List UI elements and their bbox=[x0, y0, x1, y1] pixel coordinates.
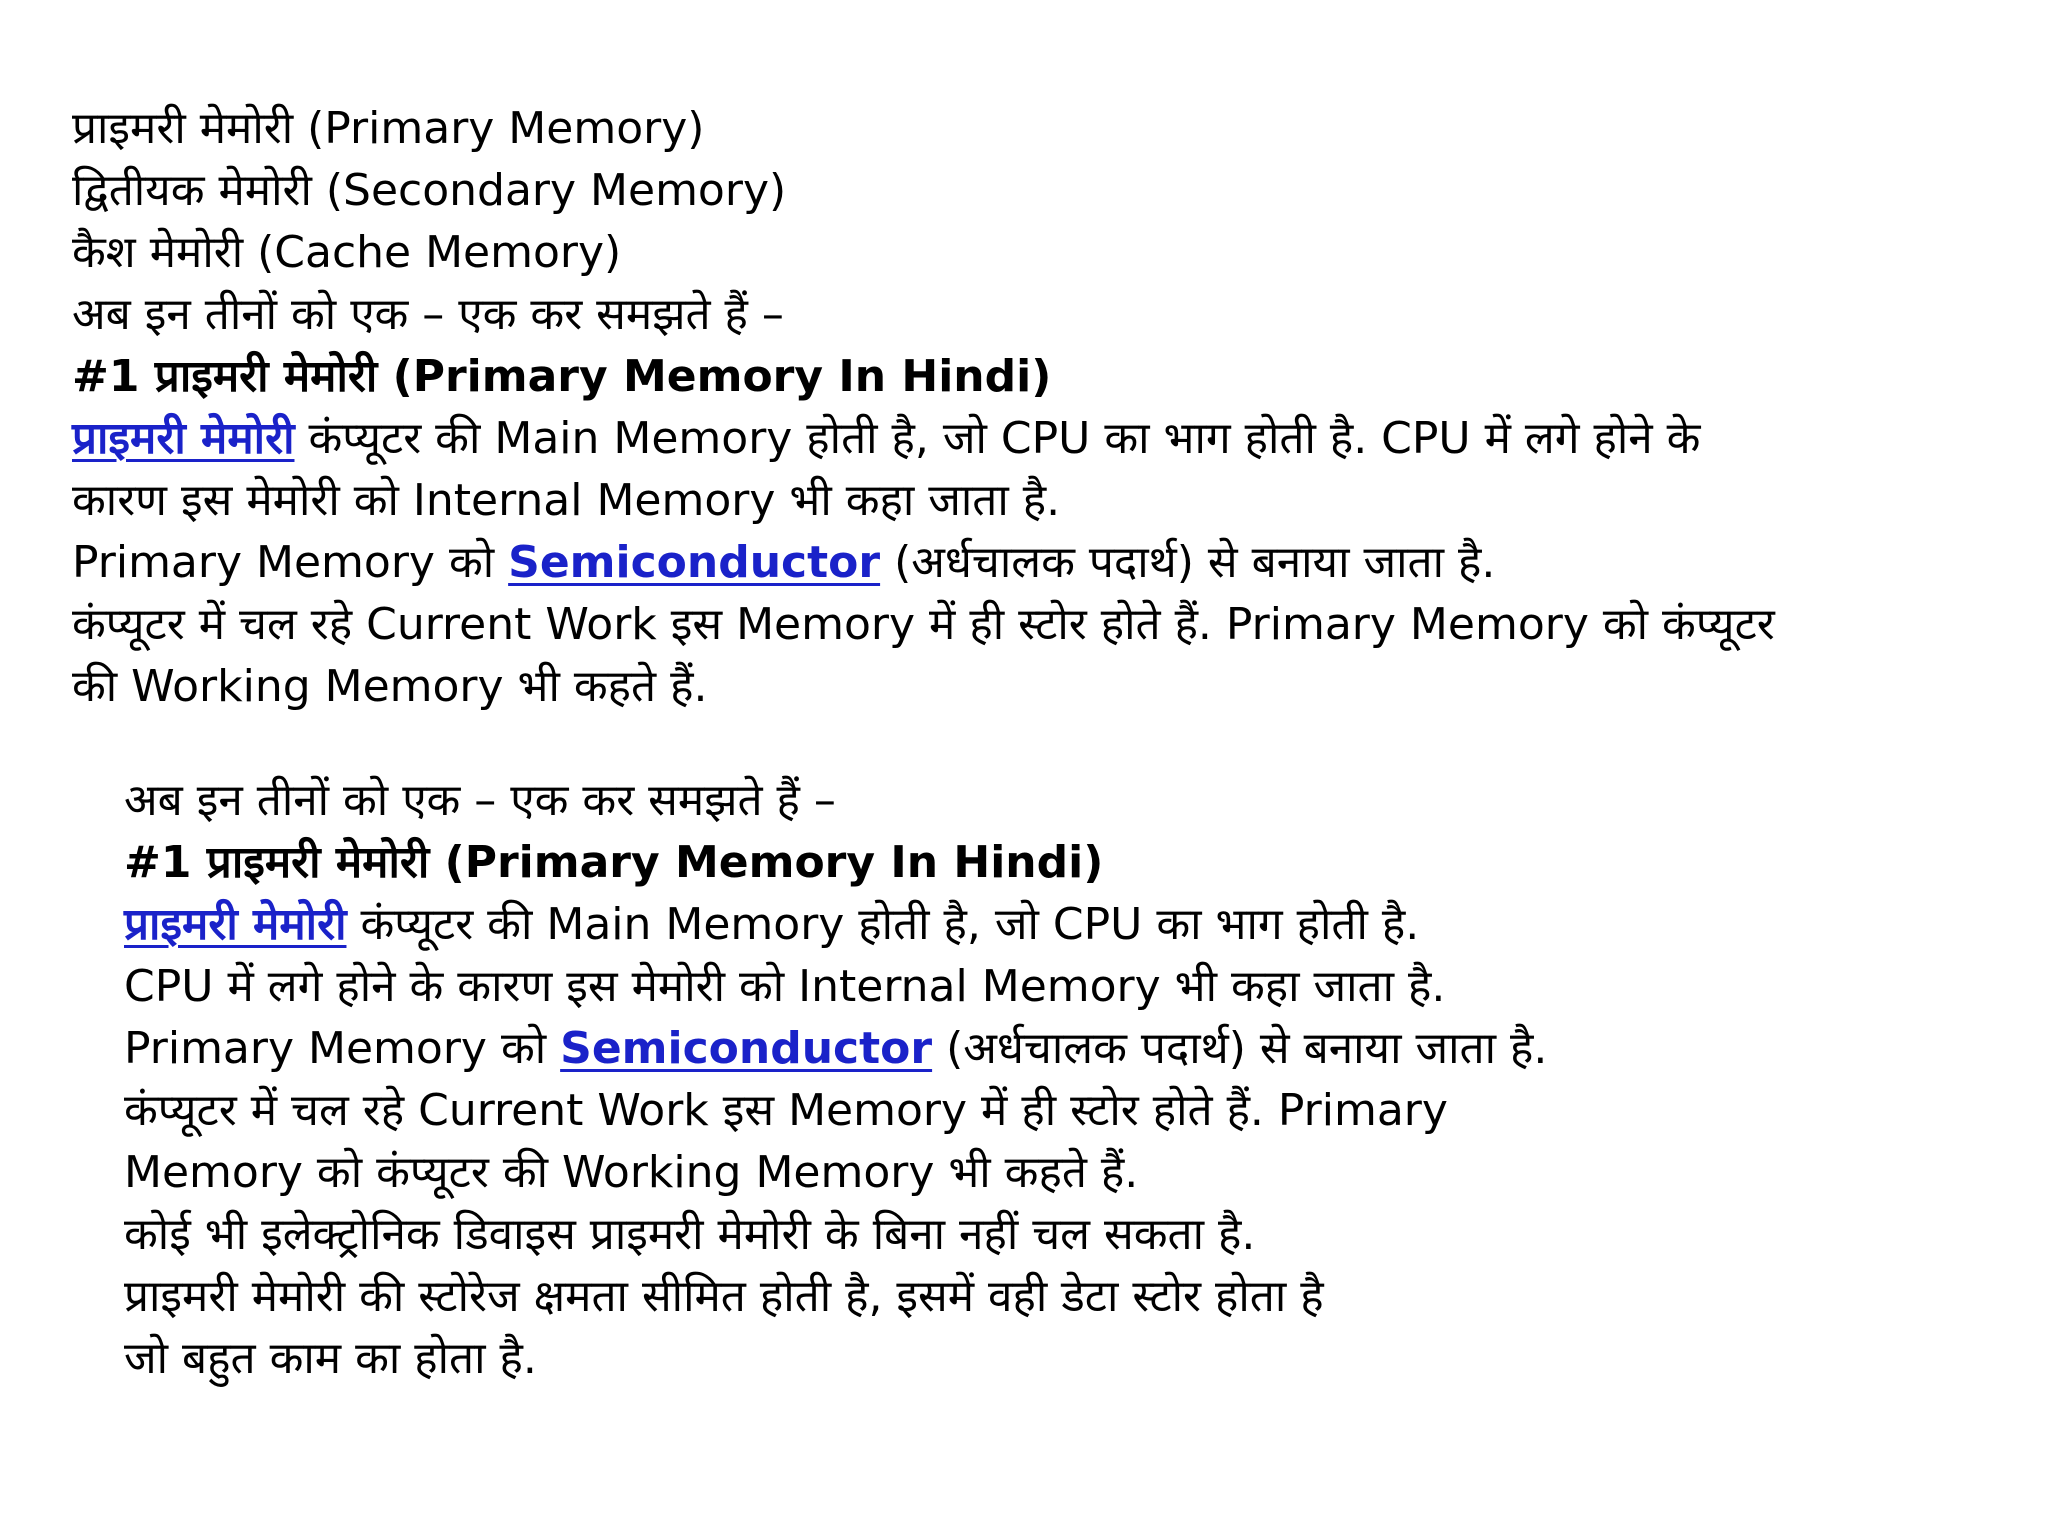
primary-memory-link[interactable]: प्राइमरी मेमोरी bbox=[72, 413, 295, 464]
semiconductor-link[interactable]: Semiconductor bbox=[560, 1023, 933, 1074]
intro-line: अब इन तीनों को एक – एक कर समझते हैं – bbox=[72, 289, 784, 340]
paragraph-main-memory-line-2: कारण इस मेमोरी को Internal Memory भी कहा जाता है. bbox=[72, 475, 1061, 526]
paragraph-working-memory-line-2: की Working Memory भी कहते हैं. bbox=[72, 661, 708, 712]
semiconductor-text-after: (अर्धचालक पदार्थ) से बनाया जाता है. bbox=[932, 1023, 1548, 1074]
paragraph-semiconductor bbox=[72, 532, 1775, 594]
paragraph-storage-capacity-line-1: प्राइमरी मेमोरी की स्टोरेज क्षमता सीमित होती है, इसमें वही डेटा स्टोर होता है bbox=[124, 1271, 1324, 1322]
paragraph-storage-capacity-line-2: जो बहुत काम का होता है. bbox=[124, 1333, 537, 1384]
text-block-first bbox=[72, 98, 1775, 718]
paragraph-working-memory-line-1: कंप्यूटर में चल रहे Current Work इस Memory में ही स्टोर होते हैं. Primary Memory को कंप्यूटर bbox=[72, 599, 1775, 650]
section-heading: #1 प्राइमरी मेमोरी (Primary Memory In Hindi) bbox=[124, 837, 1104, 888]
semiconductor-text-after: (अर्धचालक पदार्थ) से बनाया जाता है. bbox=[880, 537, 1496, 588]
memory-type-primary: प्राइमरी मेमोरी (Primary Memory) bbox=[72, 103, 705, 154]
paragraph-main-memory-line-2: CPU में लगे होने के कारण इस मेमोरी को Internal Memory भी कहा जाता है. bbox=[124, 961, 1446, 1012]
paragraph-working-memory-line-1: कंप्यूटर में चल रहे Current Work इस Memory में ही स्टोर होते हैं. Primary bbox=[124, 1085, 1448, 1136]
paragraph-main-memory-text: कंप्यूटर की Main Memory होती है, जो CPU का भाग होती है. CPU में लगे होने के bbox=[294, 413, 1701, 464]
paragraph-main-memory-line-1 bbox=[124, 894, 1547, 956]
paragraph-electronic-device: कोई भी इलेक्ट्रोनिक डिवाइस प्राइमरी मेमोरी के बिना नहीं चल सकता है. bbox=[124, 1209, 1256, 1260]
paragraph-main-memory-line-1 bbox=[72, 408, 1775, 470]
memory-type-secondary: द्वितीयक मेमोरी (Secondary Memory) bbox=[72, 165, 787, 216]
paragraph-semiconductor bbox=[124, 1018, 1547, 1080]
paragraph-main-memory-text: कंप्यूटर की Main Memory होती है, जो CPU का भाग होती है. bbox=[346, 899, 1420, 950]
semiconductor-text-before: Primary Memory को bbox=[72, 537, 509, 588]
semiconductor-text-before: Primary Memory को bbox=[124, 1023, 561, 1074]
text-block-second bbox=[124, 770, 1547, 1390]
section-heading: #1 प्राइमरी मेमोरी (Primary Memory In Hindi) bbox=[72, 351, 1052, 402]
primary-memory-link[interactable]: प्राइमरी मेमोरी bbox=[124, 899, 347, 950]
intro-line: अब इन तीनों को एक – एक कर समझते हैं – bbox=[124, 775, 836, 826]
memory-type-cache: कैश मेमोरी (Cache Memory) bbox=[72, 227, 622, 278]
paragraph-working-memory-line-2: Memory को कंप्यूटर की Working Memory भी कहते हैं. bbox=[124, 1147, 1139, 1198]
semiconductor-link[interactable]: Semiconductor bbox=[508, 537, 881, 588]
